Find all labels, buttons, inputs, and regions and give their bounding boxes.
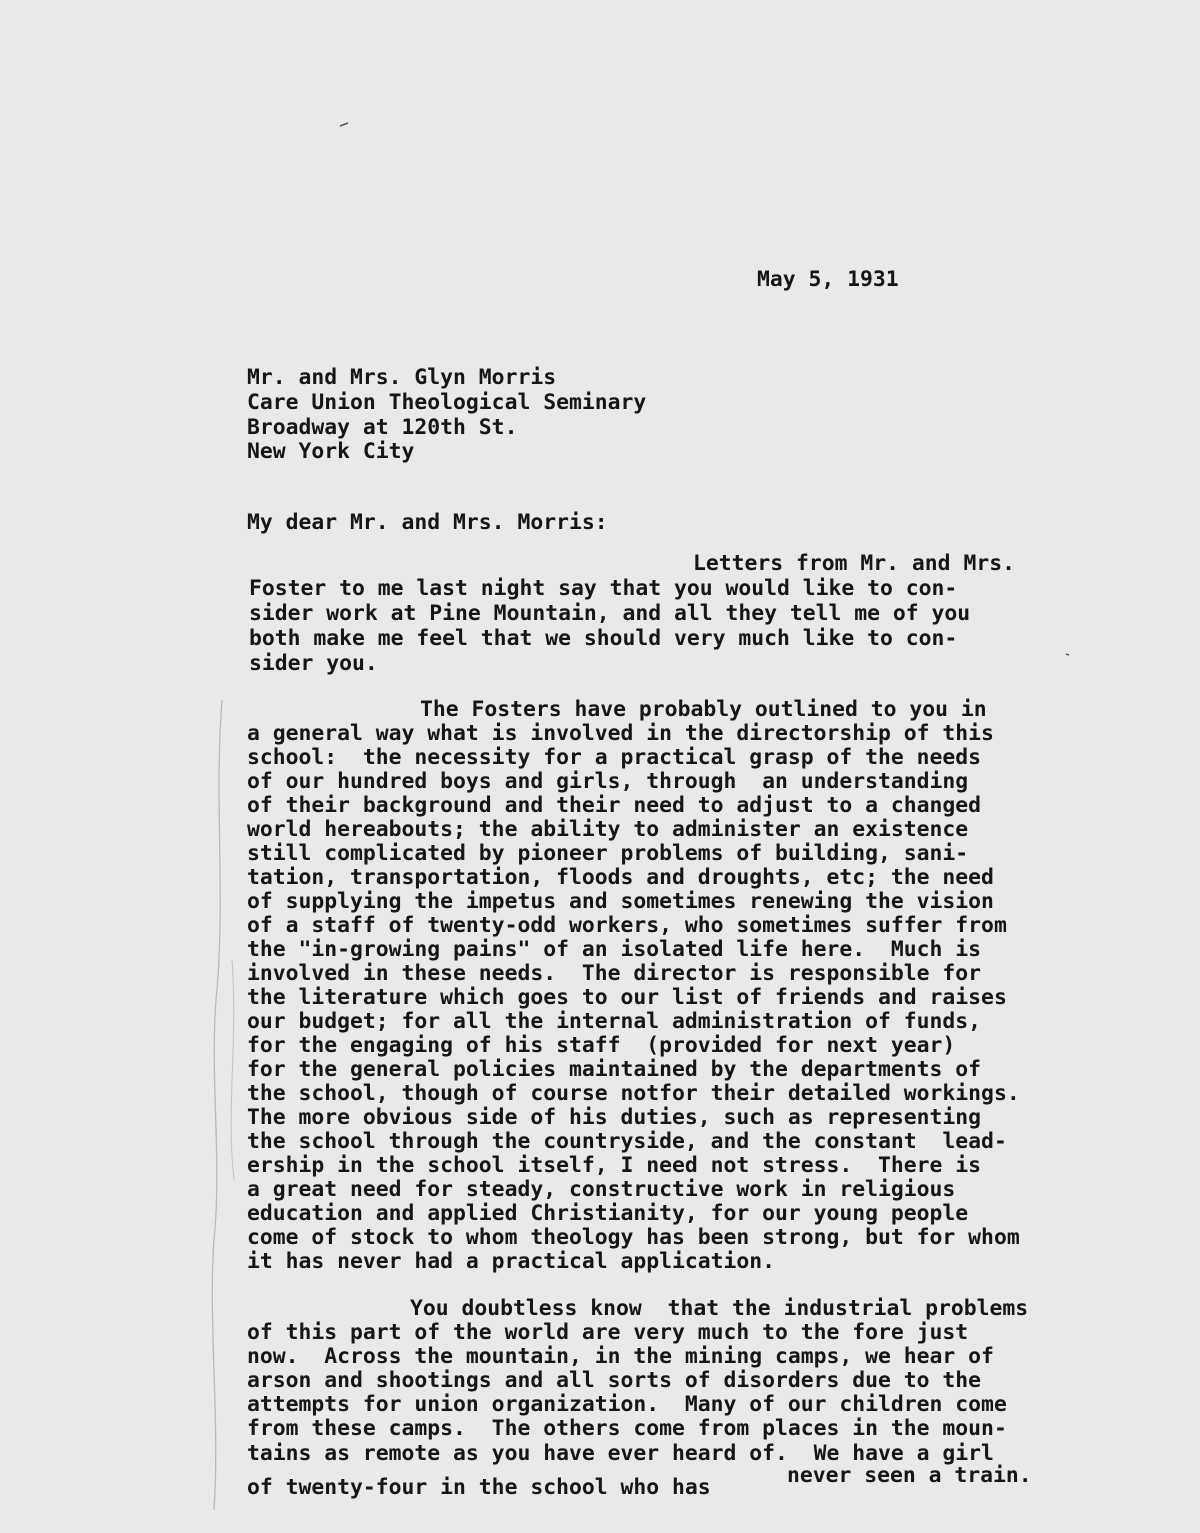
salutation: My dear Mr. and Mrs. Morris: bbox=[247, 510, 608, 535]
body-line: never seen a train. bbox=[787, 1463, 1032, 1488]
body-line: attempts for union organization. Many of our children come bbox=[247, 1392, 1007, 1417]
body-line: our budget; for all the internal administration of funds, bbox=[247, 1009, 982, 1034]
body-line: ership in the school itself, I need not stress. There is bbox=[247, 1153, 982, 1178]
body-line: world hereabouts; the ability to administer an existence bbox=[247, 817, 969, 842]
body-line: sider work at Pine Mountain, and all they tell me of you bbox=[249, 601, 971, 626]
body-line: still complicated by pioneer problems of building, sani- bbox=[247, 841, 969, 866]
body-line: education and applied Christianity, for our young people bbox=[247, 1201, 969, 1226]
body-line: a great need for steady, constructive work in religious bbox=[247, 1177, 956, 1202]
body-line: both make me feel that we should very much like to con- bbox=[249, 626, 958, 651]
body-line: Letters from Mr. and Mrs. bbox=[693, 551, 1015, 576]
body-line: school: the necessity for a practical grasp of the needs bbox=[247, 745, 982, 770]
body-line: it has never had a practical application. bbox=[247, 1249, 776, 1274]
body-line: from these camps. The others come from places in the moun- bbox=[247, 1416, 1007, 1441]
body-line: for the general policies maintained by the departments of bbox=[247, 1057, 982, 1082]
body-line: now. Across the mountain, in the mining camps, we hear of bbox=[247, 1344, 994, 1369]
body-line: the school through the countryside, and the constant lead- bbox=[247, 1129, 1007, 1154]
body-line: of a staff of twenty-odd workers, who sometimes suffer from bbox=[247, 913, 1007, 938]
body-line: of their background and their need to adjust to a changed bbox=[247, 793, 982, 818]
body-line: of this part of the world are very much to the fore just bbox=[247, 1320, 969, 1345]
body-line: You doubtless know that the industrial problems bbox=[410, 1296, 1029, 1321]
body-line: tains as remote as you have ever heard of. We have a girl bbox=[247, 1441, 994, 1466]
body-line: of twenty-four in the school who has bbox=[247, 1475, 711, 1500]
address-line: Broadway at 120th St. bbox=[247, 415, 518, 440]
body-line: involved in these needs. The director is responsible for bbox=[247, 961, 982, 986]
body-line: the literature which goes to our list of friends and raises bbox=[247, 985, 1007, 1010]
body-line: the "in-growing pains" of an isolated life here. Much is bbox=[247, 937, 982, 962]
body-line: tation, transportation, floods and droughts, etc; the need bbox=[247, 865, 994, 890]
body-line: sider you. bbox=[249, 651, 378, 676]
body-line: come of stock to whom theology has been strong, but for whom bbox=[247, 1225, 1020, 1250]
body-line: a general way what is involved in the directorship of this bbox=[247, 721, 994, 746]
body-line: Foster to me last night say that you would like to con- bbox=[249, 576, 958, 601]
address-line: New York City bbox=[247, 439, 415, 464]
body-line: for the engaging of his staff (provided for next year) bbox=[247, 1033, 956, 1058]
letter-date: May 5, 1931 bbox=[757, 267, 899, 292]
address-line: Care Union Theological Seminary bbox=[247, 390, 647, 415]
body-line: The Fosters have probably outlined to you in bbox=[420, 697, 987, 722]
body-line: of supplying the impetus and sometimes renewing the vision bbox=[247, 889, 994, 914]
address-line: Mr. and Mrs. Glyn Morris bbox=[247, 365, 557, 390]
body-line: the school, though of course notfor their detailed workings. bbox=[247, 1081, 1020, 1106]
body-line: of our hundred boys and girls, through an understanding bbox=[247, 769, 969, 794]
body-line: The more obvious side of his duties, such as representing bbox=[247, 1105, 982, 1130]
body-line: arson and shootings and all sorts of disorders due to the bbox=[247, 1368, 982, 1393]
